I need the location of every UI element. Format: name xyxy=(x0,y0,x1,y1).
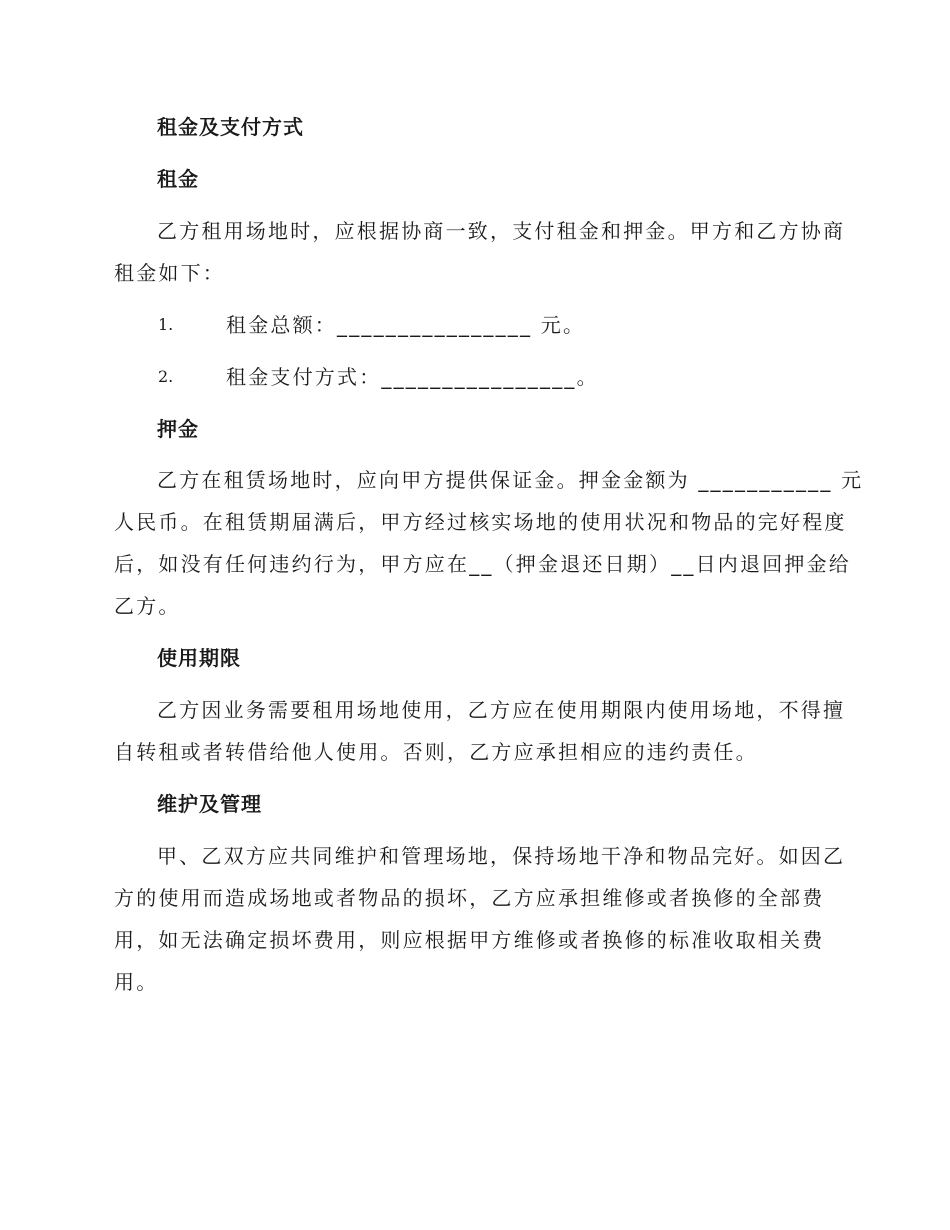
term-paragraph-line: 乙方因业务需要租用场地使用，乙方应在使用期限内使用场地，不得擅 xyxy=(157,698,846,722)
deposit-heading: 押金 xyxy=(157,417,199,441)
rent-paragraph-line: 乙方租用场地时，应根据协商一致，支付租金和押金。甲方和乙方协商 xyxy=(157,219,846,243)
deposit-paragraph-line: 后，如没有任何违约行为，甲方应在__（押金退还日期）__日内退回押金给 xyxy=(114,552,851,576)
list-item-text: 租金支付方式：________________。 xyxy=(226,365,599,389)
maintenance-paragraph-line: 用，如无法确定损坏费用，则应根据甲方维修或者换修的标准收取相关费 xyxy=(114,928,825,952)
maintenance-paragraph-line: 方的使用而造成场地或者物品的损坏，乙方应承担维修或者换修的全部费 xyxy=(114,886,825,910)
rent-paragraph-line: 租金如下： xyxy=(114,261,225,285)
deposit-paragraph-line: 乙方。 xyxy=(114,594,181,618)
term-heading: 使用期限 xyxy=(157,646,241,670)
rent-heading: 租金 xyxy=(157,167,199,191)
maintenance-paragraph-line: 甲、乙双方应共同维护和管理场地，保持场地干净和物品完好。如因乙 xyxy=(157,844,846,868)
list-item-number: 1. xyxy=(158,315,174,334)
section-title: 租金及支付方式 xyxy=(157,115,304,139)
maintenance-paragraph-line: 用。 xyxy=(114,970,159,994)
deposit-paragraph-line: 人民币。在租赁期届满后，甲方经过核实场地的使用状况和物品的完好程度 xyxy=(114,510,847,534)
deposit-paragraph-line: 乙方在租赁场地时，应向甲方提供保证金。押金金额为 ___________ 元 xyxy=(157,468,864,492)
list-item-text: 租金总额：________________ 元。 xyxy=(226,313,586,337)
maintenance-heading: 维护及管理 xyxy=(157,792,262,816)
list-item-number: 2. xyxy=(158,367,174,386)
term-paragraph-line: 自转租或者转借给他人使用。否则，乙方应承担相应的违约责任。 xyxy=(114,740,758,764)
